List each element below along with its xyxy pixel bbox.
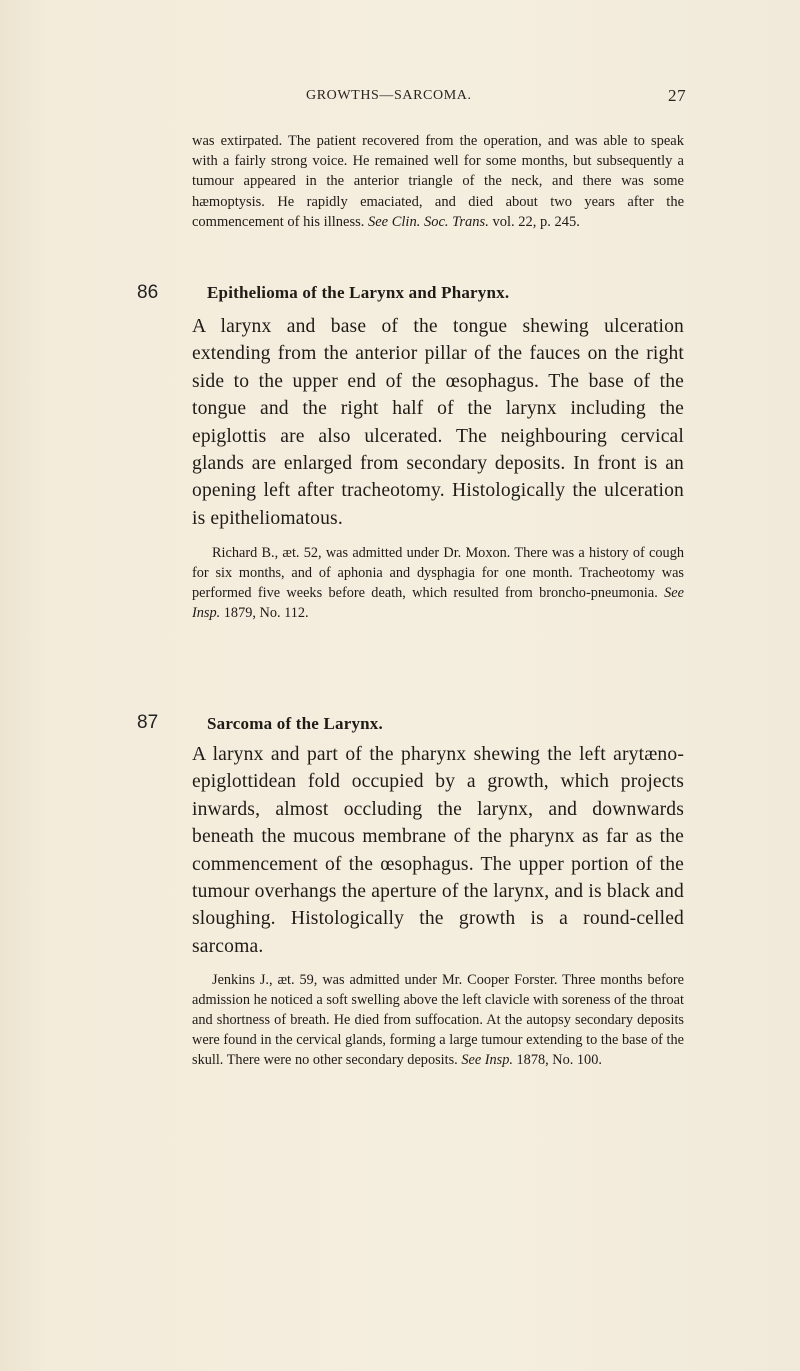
continuation-ref-see: See bbox=[367, 213, 389, 230]
section-86-ref-journal: Insp. bbox=[192, 605, 221, 622]
section-87-case-note: Jenkins J., æt. 59, was admitted under Mr. Cooper Forster. Three months before admission he noticed a soft swelling above the left clavicle with soreness of the throat and shortness of breath. He died from suffocation. At the autopsy secondary deposits were found in the cervical glands, forming a large tumour extending to the base of the skull. There were no other secondary deposits. bbox=[192, 972, 684, 1069]
section-86-case-note: Richard B., æt. 52, was admitted under Dr. Moxon. There was a history of cough for six months, and of aphonia and dysphagia for one month. Tracheotomy was performed five weeks before death, which resulted from broncho-pneumonia. bbox=[192, 545, 684, 602]
section-title-87: Sarcoma of the Larynx. bbox=[207, 714, 383, 733]
section-86-ref-detail: 1879, No. 112. bbox=[223, 605, 309, 622]
section-87-ref-journal: Insp. bbox=[484, 1052, 513, 1069]
continuation-text: was extirpated. The patient recovered from the operation, and was able to speak with a fairly strong voice. He remained well for some months, but subsequently a tumour appeared in the anterior triangle of the neck, and there was some hæmoptysis. He rapidly emaciated, and died about two years after the commencement of his illness. bbox=[192, 133, 684, 230]
section-number-86: 86 bbox=[137, 282, 159, 303]
continuation-ref-detail: vol. 22, p. 245. bbox=[492, 213, 580, 230]
page-number: 27 bbox=[668, 86, 687, 105]
section-87-ref-detail: 1878, No. 100. bbox=[516, 1052, 602, 1069]
section-number-87: 87 bbox=[137, 712, 159, 733]
section-86-body bbox=[192, 313, 684, 623]
section-title-86: Epithelioma of the Larynx and Pharynx. bbox=[207, 283, 510, 302]
continuation-ref-journal: Clin. Soc. Trans. bbox=[391, 213, 489, 230]
section-87-ref-see: See bbox=[461, 1052, 482, 1069]
section-86-ref-see: See bbox=[664, 585, 684, 602]
continuation-paragraph bbox=[192, 131, 684, 232]
section-87-description: A larynx and part of the pharynx shewing the left arytæno-epiglottidean fold occupied by a growth, which projects inwards, almost occluding the larynx, and downwards beneath the mucous membrane of the pharynx as far as the commencement of the œsophagus. The upper portion of the tumour overhangs the aperture of the larynx, and is black and sloughing. Histologically the growth is a round-celled sarcoma. bbox=[192, 744, 684, 957]
section-87-body bbox=[192, 741, 684, 1070]
running-header bbox=[0, 86, 800, 110]
running-title: GROWTHS—SARCOMA. bbox=[306, 88, 472, 103]
section-86-description: A larynx and base of the tongue shewing ulceration extending from the anterior pillar of the fauces on the right side to the upper end of the œsophagus. The base of the tongue and the right half of the larynx including the epiglottis are also ulcerated. The neighbouring cervical glands are enlarged from secondary deposits. In front is an opening left after tracheotomy. Histologically the ulceration is epitheliomatous. bbox=[192, 316, 684, 529]
